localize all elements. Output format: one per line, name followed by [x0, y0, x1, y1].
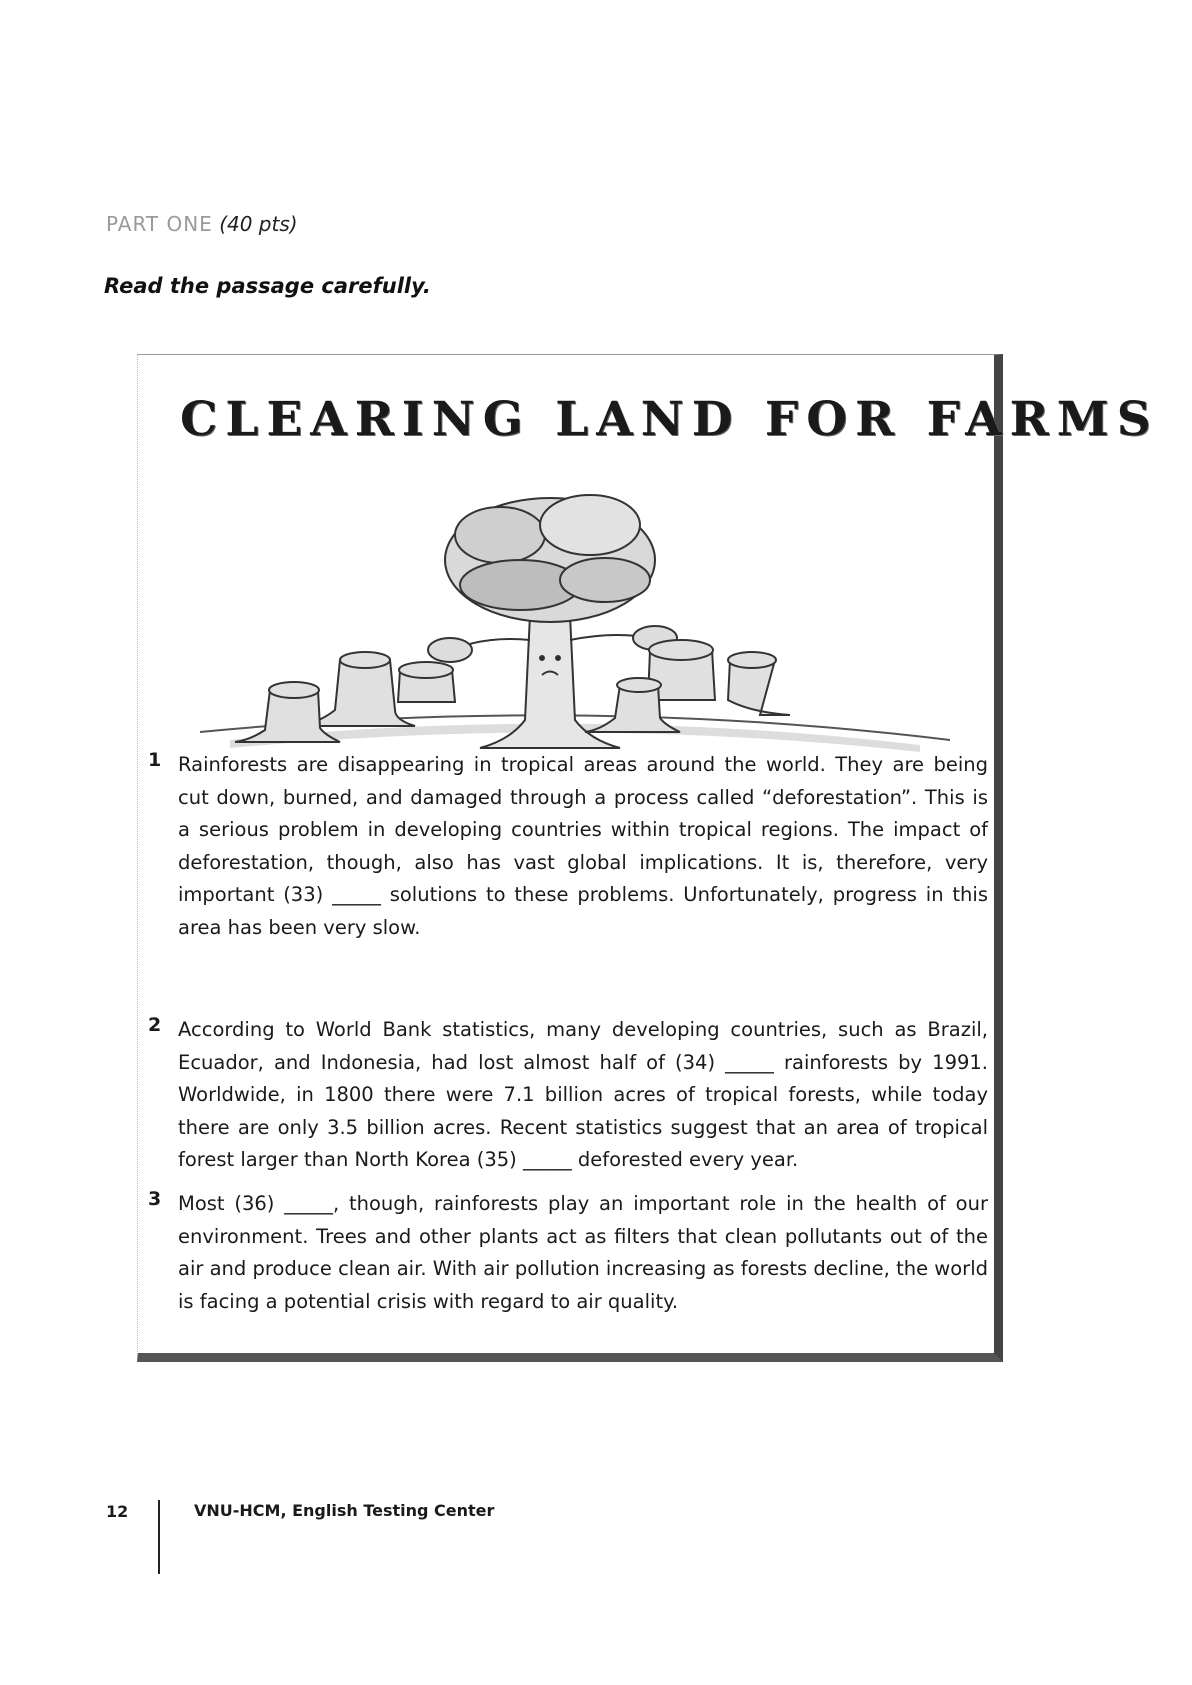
paragraph-2: [148, 1014, 988, 1177]
paragraph-text: Most (36) _____, though, rainforests play an important role in the health of our environment. Trees and other plants act as filters that clean pollutants out of the air and produce clean air. With air pollution increasing as forests decline, the world is facing a potential crisis with regard to air quality.: [178, 1192, 988, 1313]
deforestation-illustration: [190, 490, 970, 790]
passage-title: CLEARING LAND FOR FARMS: [180, 392, 1159, 447]
paragraph-number: 2: [148, 1014, 162, 1036]
part-points: (40 pts): [219, 212, 298, 236]
footer-publisher: VNU-HCM, English Testing Center: [194, 1501, 495, 1520]
paragraph-1: [148, 749, 988, 944]
paragraph-text: Rainforests are disappearing in tropical areas around the world. They are being cut down, burned, and damaged through a process called “deforestation”. This is a serious problem in developing countries within tropical regions. The impact of deforestation, though, also has vast global implications. It is, therefore, very important (33) _____ solutions to these problems. Unfortunately, progress in this area has been very slow.: [178, 753, 988, 939]
instruction: Read the passage carefully.: [104, 274, 431, 298]
page-number: 12: [106, 1502, 129, 1521]
part-name: PART ONE: [106, 212, 213, 236]
tree-canopy: [445, 495, 655, 622]
footer-divider: [158, 1500, 160, 1574]
paragraph-number: 1: [148, 749, 162, 771]
paragraph-3: [148, 1188, 988, 1318]
paragraph-text: According to World Bank statistics, many developing countries, such as Brazil, Ecuador, and Indonesia, had lost almost half of (34) _____ rainforests by 1991. Worldwide, in 1800 there were 7.1 billion acres of tropical forests, while today there are only 3.5 billion acres. Recent statistics suggest that an area of tropical forest larger than North Korea (35) _____ deforested every year.: [178, 1018, 988, 1171]
part-header: [106, 212, 298, 236]
paragraph-number: 3: [148, 1188, 162, 1210]
